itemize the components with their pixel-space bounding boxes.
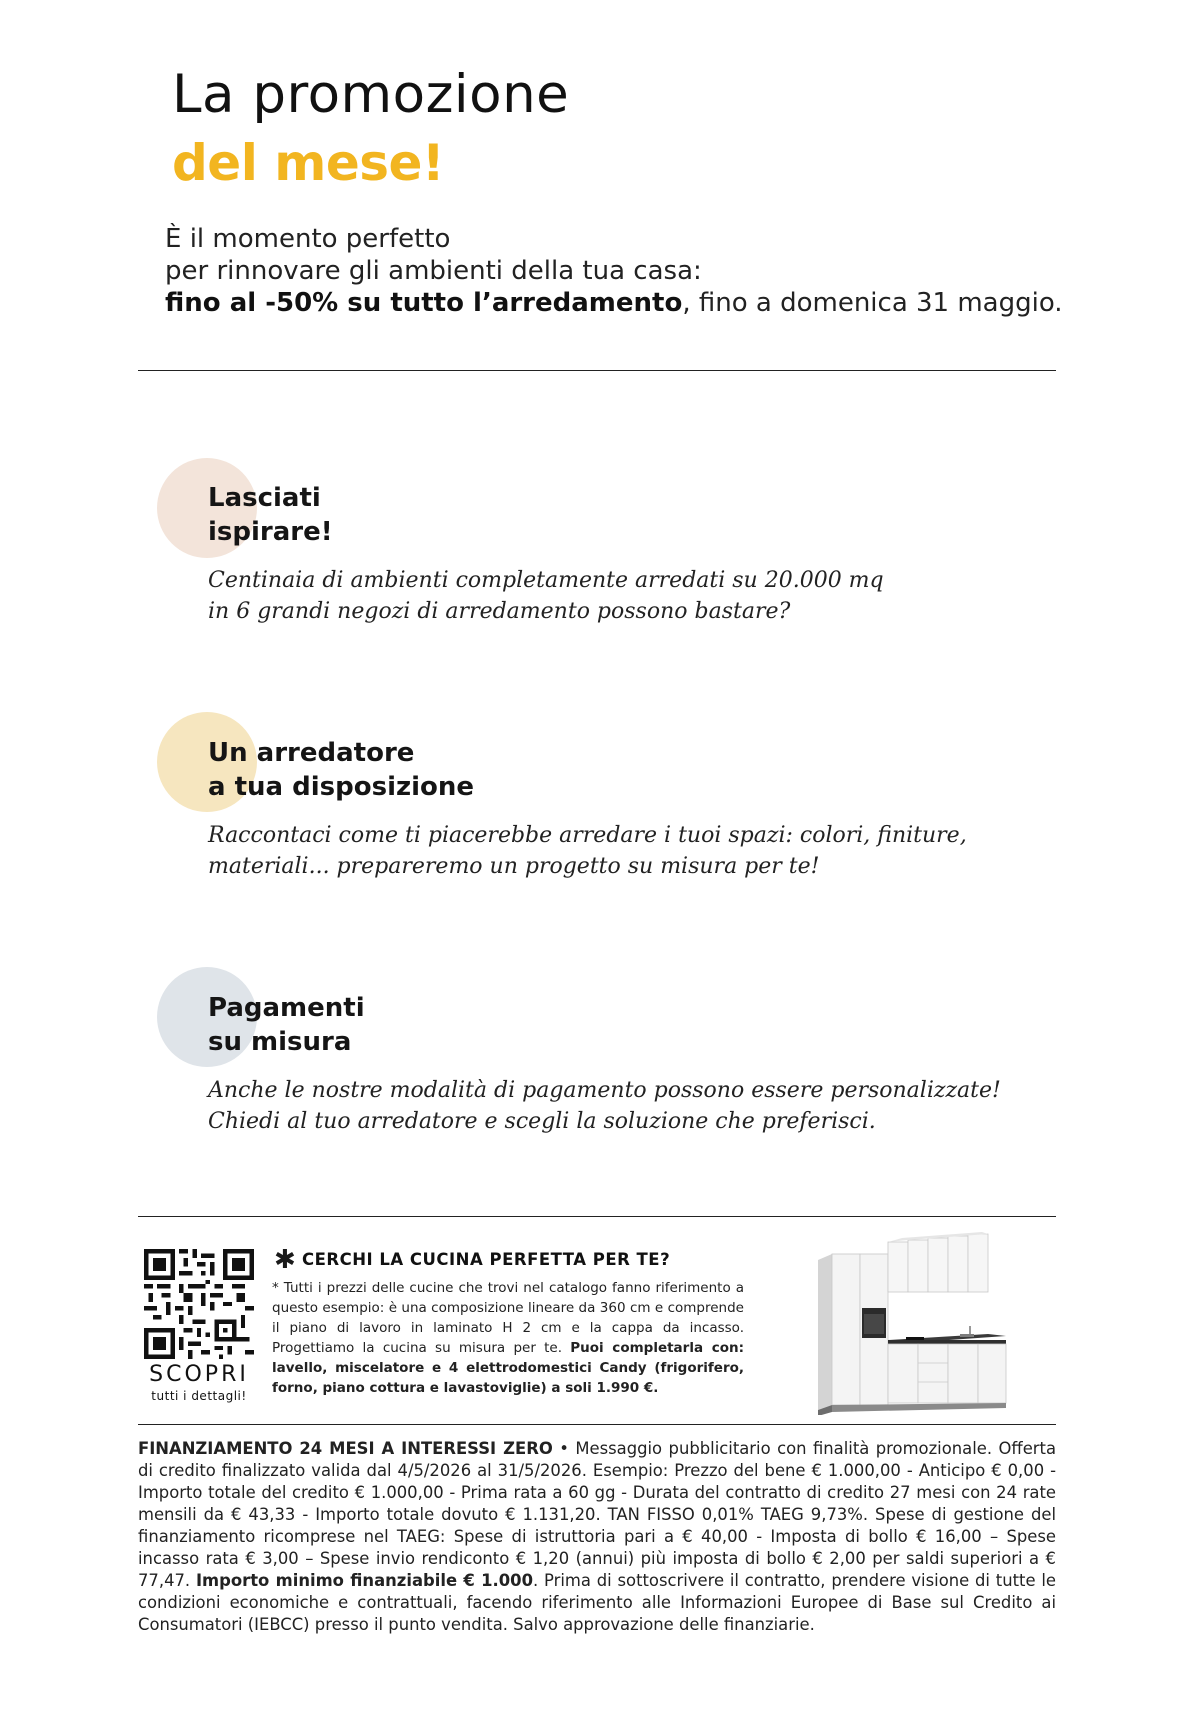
intro-line: È il momento perfetto [165, 224, 451, 254]
kitchen-text-regular: * Tutti i prezzi delle cucine che trovi nel catalogo fanno riferimento a questo esempio: è una composizione lineare da 360 cm e comprende il piano di lavoro in laminato H 2 cm e la cappa da incasso. Progettiamo la cucina su misura per te. [272, 1280, 744, 1356]
feature-desc-line: materiali... prepareremo un progetto su misura per te! [208, 854, 820, 879]
page-title: La promozione [172, 64, 570, 125]
qr-cta-sublabel: tutti i dettagli! [151, 1389, 247, 1403]
offer-date: , fino a domenica 31 maggio. [682, 288, 1063, 318]
feature-designer [208, 736, 474, 804]
feature-title: su misura [208, 1027, 352, 1057]
offer-highlight: fino al -50% su tutto l’arredamento [165, 288, 683, 318]
feature-desc-line: Raccontaci come ti piacerebbe arredare i tuoi spazi: colori, finiture, [208, 823, 967, 848]
financing-disclaimer [138, 1438, 1056, 1636]
financing-terms-end: . Prima di sottoscrivere il contratto, prendere visione di tutte le condizioni economiche e contrattuali, facendo riferimento alle Informazioni Europee di Base sul Credito ai Consumatori (IEBCC) presso il punto vendita. Salvo approvazione delle finanziarie. [138, 1571, 1056, 1634]
qr-cta-label: SCOPRI [149, 1362, 249, 1387]
feature-desc-line: Chiedi al tuo arredatore e scegli la soluzione che preferisci. [208, 1109, 876, 1134]
financing-heading: FINANZIAMENTO 24 MESI A INTERESSI ZERO [138, 1439, 553, 1458]
divider [138, 1216, 1056, 1217]
kitchen-text-offer: Puoi completarla con: lavello, miscelatore e 4 elettrodomestici Candy (frigorifero, forno, piano cottura e lavastoviglie) a soli 1.990 €. [272, 1340, 744, 1396]
feature-inspiration [208, 481, 333, 549]
page-title-highlight: del mese! [172, 134, 445, 192]
intro-line-offer [165, 287, 1063, 319]
feature-description [208, 565, 884, 627]
feature-desc-line: Anche le nostre modalità di pagamento possono essere personalizzate! [208, 1078, 1001, 1103]
feature-description [208, 820, 967, 882]
intro-text [165, 223, 1063, 319]
kitchen-image [810, 1230, 1050, 1415]
feature-desc-line: in 6 grandi negozi di arredamento possono bastare? [208, 599, 791, 624]
financing-minimum: Importo minimo finanziabile € 1.000 [195, 1571, 533, 1590]
feature-payments [208, 991, 365, 1059]
kitchen-heading: CERCHI LA CUCINA PERFETTA PER TE? [302, 1250, 671, 1269]
feature-title: ispirare! [208, 517, 333, 547]
feature-title: Pagamenti [208, 993, 365, 1023]
asterisk-icon: ✱ [274, 1245, 296, 1275]
divider [138, 370, 1056, 371]
feature-desc-line: Centinaia di ambienti completamente arredati su 20.000 mq [208, 568, 884, 593]
qr-code-icon[interactable] [144, 1249, 254, 1359]
feature-title: a tua disposizione [208, 772, 475, 802]
feature-description [208, 1075, 1001, 1137]
intro-line: per rinnovare gli ambienti della tua casa: [165, 256, 702, 286]
financing-terms: • Messaggio pubblicitario con finalità promozionale. Offerta di credito finalizzato valida dal 4/5/2026 al 31/5/2026. Esempio: Prezzo del bene € 1.000,00 - Anticipo € 0,00 - Importo totale del credito € 1.000,00 - Prima rata a 60 gg - Durata del contratto di credito 27 mesi con 24 rate mensili da € 43,33 - Importo totale dovuto € 1.131,20. TAN FISSO 0,01% TAEG 9,73%. Spese di gestione del finanziamento ricomprese nel TAEG: Spese di istruttoria pari a € 40,00 - Imposta di bollo € 16,00 – Spese incasso rata € 3,00 – Spese invio rendiconto € 1,20 (annui) più imposta di bollo € 2,00 per saldi superiori a € 77,47. [138, 1439, 1056, 1590]
kitchen-description [272, 1278, 744, 1398]
divider [138, 1424, 1056, 1425]
feature-title: Un arredatore [208, 738, 415, 768]
feature-title: Lasciati [208, 483, 321, 513]
